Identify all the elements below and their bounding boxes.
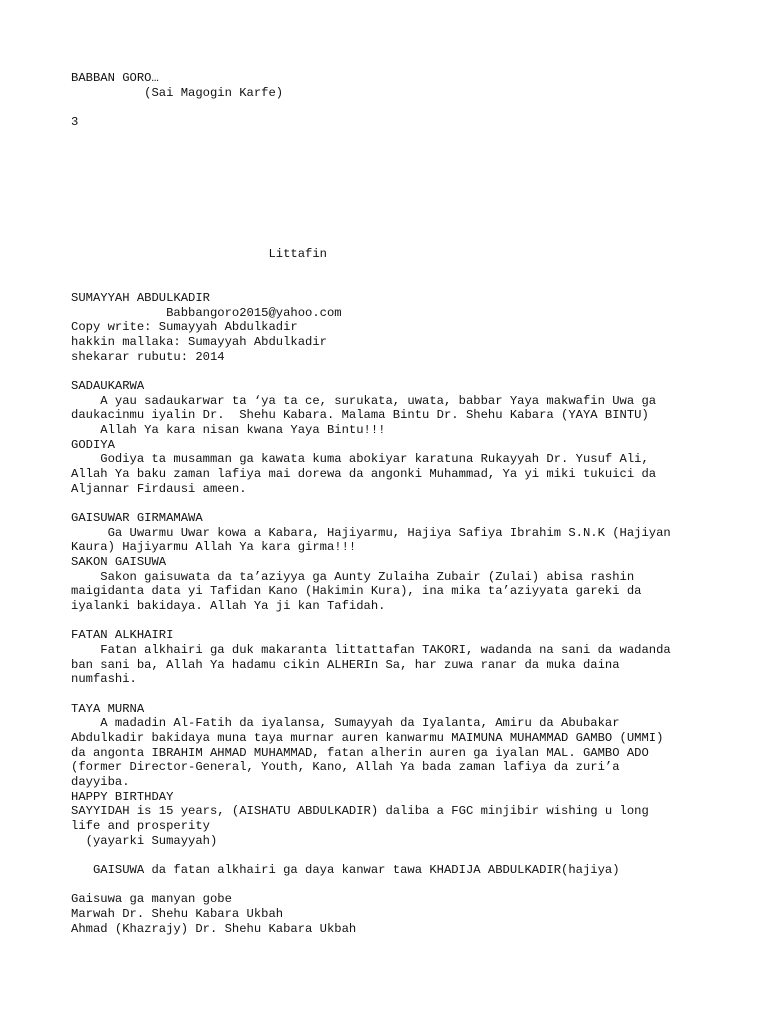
rights-line: hakkin mallaka: Sumayyah Abdulkadir <box>71 335 327 349</box>
body-line: Allah Ya kara nisan kwana Yaya Bintu!!! <box>71 423 386 437</box>
body-line: Sakon gaisuwata da ta’aziyya ga Aunty Zulaiha Zubair (Zulai) abisa rashin <box>71 570 635 584</box>
section-heading-littafin: Littafin <box>71 247 327 261</box>
heading-gaisuwar-girmamawa: GAISUWAR GIRMAMAWA <box>71 511 203 525</box>
body-line: Ahmad (Khazrajy) Dr. Shehu Kabara Ukbah <box>71 922 357 936</box>
heading-happy-birthday: HAPPY BIRTHDAY <box>71 790 174 804</box>
book-subtitle: (Sai Magogin Karfe) <box>71 86 284 100</box>
body-line: Abdulkadir bakidaya muna taya murnar auren kanwarmu MAIMUNA MUHAMMAD GAMBO (UMMI) <box>71 731 664 745</box>
body-line: (former Director-General, Youth, Kano, Allah Ya bada zaman lafiya da zuri’a <box>71 760 620 774</box>
body-line: Ga Uwarmu Uwar kowa a Kabara, Hajiyarmu, Hajiya Safiya Ibrahim S.N.K (Hajiyan <box>71 526 671 540</box>
body-line: dayyiba. <box>71 775 130 789</box>
heading-godiya: GODIYA <box>71 438 115 452</box>
body-line: life and prosperity <box>71 819 210 833</box>
copyright-line: Copy write: Sumayyah Abdulkadir <box>71 320 298 334</box>
heading-sadaukarwa: SADAUKARWA <box>71 379 145 393</box>
body-line: ban sani ba, Allah Ya hadamu cikin ALHERIn Sa, har zuwa ranar da muka daina <box>71 658 620 672</box>
body-line: GAISUWA da fatan alkhairi ga daya kanwar tawa KHADIJA ABDULKADIR(hajiya) <box>71 863 620 877</box>
body-line: iyalanki bakidaya. Allah Ya ji kan Tafidah. <box>71 599 386 613</box>
volume-number: 3 <box>71 115 79 129</box>
body-line: Godiya ta musamman ga kawata kuma abokiyar karatuna Rukayyah Dr. Yusuf Ali, <box>71 452 649 466</box>
body-line: Gaisuwa ga manyan gobe <box>71 892 232 906</box>
book-title: BABBAN GORO… <box>71 71 159 85</box>
body-line: (yayarki Sumayyah) <box>71 834 218 848</box>
body-line: Fatan alkhairi ga duk makaranta littattafan TAKORI, wadanda na sani da wadanda <box>71 643 671 657</box>
body-line: Aljannar Firdausi ameen. <box>71 482 247 496</box>
author-name: SUMAYYAH ABDULKADIR <box>71 291 210 305</box>
body-line: maigidanta data yi Tafidan Kano (Hakimin Kura), ina mika ta’aziyyata gareki da <box>71 584 642 598</box>
year-line: shekarar rubutu: 2014 <box>71 350 225 364</box>
body-line: A yau sadaukarwar ta ‘ya ta ce, surukata, uwata, babbar Yaya makwafin Uwa ga <box>71 394 657 408</box>
heading-taya-murna: TAYA MURNA <box>71 702 145 716</box>
body-line: Allah Ya baku zaman lafiya mai dorewa da angonki Muhammad, Ya yi miki tukuici da <box>71 467 657 481</box>
body-line: Marwah Dr. Shehu Kabara Ukbah <box>71 907 284 921</box>
body-line: SAYYIDAH is 15 years, (AISHATU ABDULKADIR) daliba a FGC minjibir wishing u long <box>71 804 649 818</box>
body-line: da angonta IBRAHIM AHMAD MUHAMMAD, fatan alherin auren ga iyalan MAL. GAMBO ADO <box>71 746 649 760</box>
body-line: A madadin Al-Fatih da iyalansa, Sumayyah da Iyalanta, Amiru da Abubakar <box>71 716 620 730</box>
body-line: daukacinmu iyalin Dr. Shehu Kabara. Malama Bintu Dr. Shehu Kabara (YAYA BINTU) <box>71 408 649 422</box>
author-email: Babbangoro2015@yahoo.com <box>71 306 342 320</box>
heading-sakon-gaisuwa: SAKON GAISUWA <box>71 555 167 569</box>
body-line: numfashi. <box>71 672 137 686</box>
body-line: Kaura) Hajiyarmu Allah Ya kara girma!!! <box>71 540 357 554</box>
heading-fatan-alkhairi: FATAN ALKHAIRI <box>71 628 174 642</box>
